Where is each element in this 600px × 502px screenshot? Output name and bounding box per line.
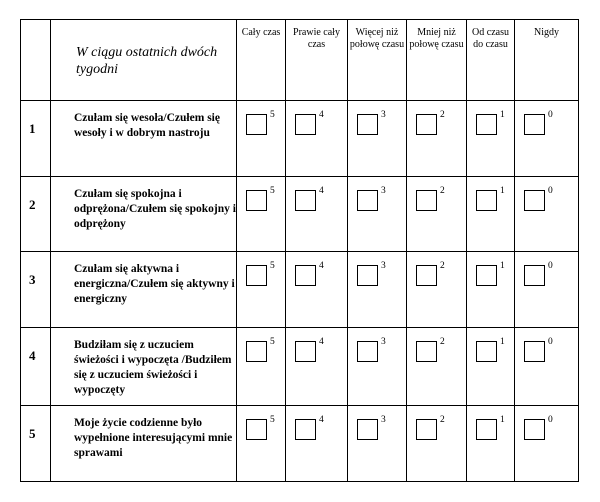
checkbox-box: [416, 114, 437, 135]
checkbox-box: [524, 190, 545, 211]
answer-checkbox[interactable]: [295, 186, 324, 211]
score-label: 5: [270, 415, 275, 425]
score-label: 2: [440, 261, 445, 271]
checkbox-box: [295, 265, 316, 286]
answer-checkbox[interactable]: [295, 415, 324, 440]
checkbox-box: [246, 265, 267, 286]
checkbox-box: [416, 190, 437, 211]
column-header-more-than-half: Więcej niż połowę czasu: [348, 20, 407, 101]
question-text: Czułam się spokojna i odprężona/Czułem się spokojny i odprężony: [51, 177, 237, 252]
answer-checkbox[interactable]: [246, 186, 275, 211]
score-label: 4: [319, 186, 324, 196]
question-number: 5: [21, 406, 51, 482]
checkbox-box: [295, 190, 316, 211]
score-label: 5: [270, 261, 275, 271]
checkbox-box: [357, 190, 378, 211]
question-text: Czułam się wesoła/Czułem się wesoły i w dobrym nastroju: [51, 101, 237, 177]
score-label: 4: [319, 337, 324, 347]
answer-checkbox[interactable]: [524, 186, 553, 211]
wellbeing-questionnaire-table: [20, 19, 579, 482]
score-label: 4: [319, 415, 324, 425]
answer-checkbox[interactable]: [295, 110, 324, 135]
intro-text: W ciągu ostatnich dwóch tygodni: [51, 20, 237, 101]
answer-checkbox[interactable]: [416, 261, 445, 286]
score-label: 3: [381, 110, 386, 120]
answer-checkbox[interactable]: [246, 110, 275, 135]
answer-checkbox[interactable]: [524, 415, 553, 440]
question-row: [21, 328, 579, 406]
score-label: 0: [548, 110, 553, 120]
score-label: 0: [548, 186, 553, 196]
answer-checkbox[interactable]: [246, 337, 275, 362]
checkbox-box: [524, 265, 545, 286]
score-label: 3: [381, 415, 386, 425]
checkbox-box: [524, 419, 545, 440]
answer-checkbox[interactable]: [295, 337, 324, 362]
answer-checkbox[interactable]: [357, 186, 386, 211]
question-row: [21, 252, 579, 328]
question-text: Moje życie codzienne było wypełnione interesującymi mnie sprawami: [51, 406, 237, 482]
checkbox-box: [295, 341, 316, 362]
score-label: 1: [500, 110, 505, 120]
answer-checkbox[interactable]: [476, 110, 505, 135]
score-label: 4: [319, 110, 324, 120]
answer-checkbox[interactable]: [357, 415, 386, 440]
checkbox-box: [416, 265, 437, 286]
checkbox-box: [246, 419, 267, 440]
answer-checkbox[interactable]: [416, 110, 445, 135]
question-number: 2: [21, 177, 51, 252]
score-label: 3: [381, 186, 386, 196]
checkbox-box: [476, 114, 497, 135]
column-header-some-of-the-time: Od czasu do czasu: [467, 20, 515, 101]
column-header-less-than-half: Mniej niż połowę czasu: [407, 20, 467, 101]
checkbox-box: [357, 114, 378, 135]
checkbox-box: [357, 419, 378, 440]
checkbox-box: [416, 341, 437, 362]
checkbox-box: [295, 114, 316, 135]
column-header-never: Nigdy: [515, 20, 579, 101]
answer-checkbox[interactable]: [476, 261, 505, 286]
answer-checkbox[interactable]: [295, 261, 324, 286]
answer-checkbox[interactable]: [416, 415, 445, 440]
checkbox-box: [357, 341, 378, 362]
answer-checkbox[interactable]: [416, 337, 445, 362]
score-label: 2: [440, 337, 445, 347]
answer-checkbox[interactable]: [524, 337, 553, 362]
score-label: 1: [500, 186, 505, 196]
answer-checkbox[interactable]: [357, 110, 386, 135]
answer-checkbox[interactable]: [524, 261, 553, 286]
score-label: 4: [319, 261, 324, 271]
score-label: 2: [440, 186, 445, 196]
checkbox-box: [246, 341, 267, 362]
answer-checkbox[interactable]: [416, 186, 445, 211]
question-number: 4: [21, 328, 51, 406]
checkbox-box: [476, 190, 497, 211]
answer-checkbox[interactable]: [357, 261, 386, 286]
question-text: Czułam się aktywna i energiczna/Czułem się aktywny i energiczny: [51, 252, 237, 328]
score-label: 1: [500, 337, 505, 347]
score-label: 1: [500, 261, 505, 271]
checkbox-box: [246, 190, 267, 211]
checkbox-box: [357, 265, 378, 286]
answer-checkbox[interactable]: [476, 337, 505, 362]
checkbox-box: [295, 419, 316, 440]
checkbox-box: [524, 341, 545, 362]
score-label: 0: [548, 337, 553, 347]
checkbox-box: [476, 419, 497, 440]
answer-checkbox[interactable]: [476, 415, 505, 440]
answer-checkbox[interactable]: [246, 415, 275, 440]
score-label: 3: [381, 337, 386, 347]
checkbox-box: [524, 114, 545, 135]
question-row: [21, 406, 579, 482]
question-number: 3: [21, 252, 51, 328]
question-text: Budziłam się z uczuciem świeżości i wypoczęta /Budziłem się z uczuciem świeżości i wypoczęty: [51, 328, 237, 406]
answer-checkbox[interactable]: [476, 186, 505, 211]
answer-checkbox[interactable]: [357, 337, 386, 362]
score-label: 2: [440, 110, 445, 120]
score-label: 0: [548, 261, 553, 271]
number-column-header: [21, 20, 51, 101]
score-label: 0: [548, 415, 553, 425]
score-label: 5: [270, 186, 275, 196]
answer-checkbox[interactable]: [524, 110, 553, 135]
question-row: [21, 101, 579, 177]
score-label: 5: [270, 337, 275, 347]
score-label: 3: [381, 261, 386, 271]
column-header-all-the-time: Cały czas: [237, 20, 286, 101]
question-row: [21, 177, 579, 252]
score-label: 2: [440, 415, 445, 425]
checkbox-box: [476, 265, 497, 286]
column-header-most-of-the-time: Prawie cały czas: [286, 20, 348, 101]
score-label: 5: [270, 110, 275, 120]
header-row: [21, 20, 579, 101]
question-number: 1: [21, 101, 51, 177]
answer-checkbox[interactable]: [246, 261, 275, 286]
checkbox-box: [476, 341, 497, 362]
checkbox-box: [246, 114, 267, 135]
checkbox-box: [416, 419, 437, 440]
score-label: 1: [500, 415, 505, 425]
